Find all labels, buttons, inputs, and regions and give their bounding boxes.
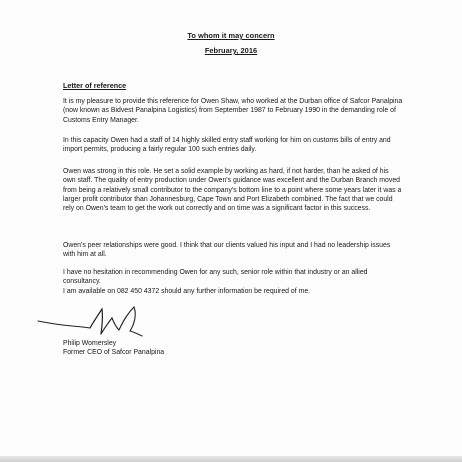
paragraph-recommendation: I have no hesitation in recommending Owen for any such, senior role within that industry or an allied consultancy. bbox=[63, 269, 368, 286]
signer-title: Former CEO of Safcor Panalpina bbox=[63, 349, 165, 356]
scan-edge-shadow bbox=[0, 456, 462, 462]
letter-label: Letter of reference bbox=[63, 81, 127, 90]
paragraph-contact: I am available on 082 450 4372 should any further information be required of me. bbox=[63, 288, 311, 295]
letter-heading: To whom it may concern bbox=[187, 31, 275, 40]
paragraph-staff: In this capacity Owen had a staff of 14 highly skilled entry staff working for him on customs bills of entry and import permits, producing a fairly regular 100 such entries daily. bbox=[63, 137, 391, 154]
paragraph-relationships: Owen's peer relationships were good. I think that our clients valued his input and I had no leadership issues with him at all. bbox=[63, 242, 391, 259]
letter-date: February, 2016 bbox=[204, 46, 258, 55]
paragraph-introduction: It is my pleasure to provide this reference for Owen Shaw, who worked at the Durban office of Safcor Panalpina (now known as Bidvest Panalpina Logistics) from September 1987 to February 1990 in the demanding role of Customs Entry Manager. bbox=[63, 98, 403, 124]
paragraph-performance: Owen was strong in this role. He set a solid example by working as hard, if not harder, than he asked of his own staff. The quality of entry production under Owen's guidance was excellent and the Durban Branch moved from being a relatively small contributor to the company's bottom line to a point where some years later it was a larger profit contributor than Johannesburg, Cape Town and Port Elizabeth combined. The fact that we could rely on Owen's team to get the work out correctly and on time was a significant factor in this success. bbox=[63, 168, 402, 213]
handwritten-signature bbox=[34, 301, 164, 343]
signer-name: Philip Womersley bbox=[63, 340, 117, 347]
